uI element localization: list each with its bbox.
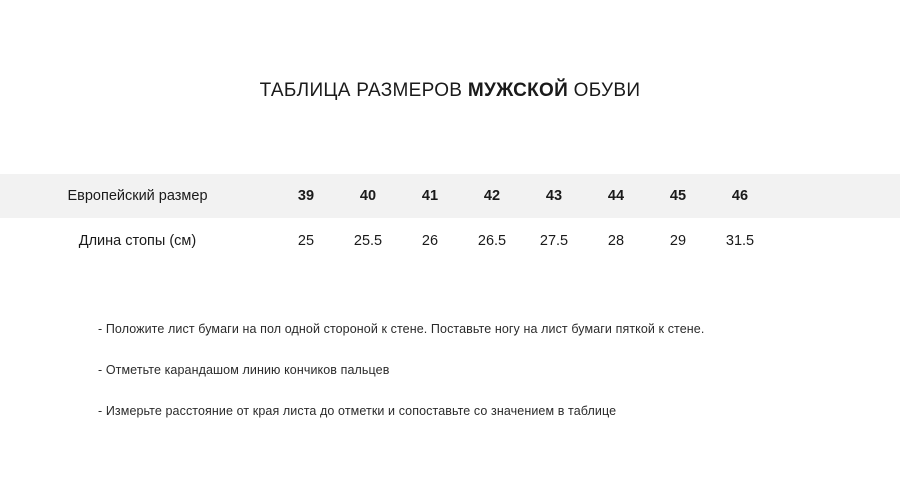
instructions-list: [98, 322, 838, 419]
title-part-strong: МУЖСКОЙ: [467, 80, 569, 101]
instruction-step-1: - Положите лист бумаги на пол одной стороной к стене. Поставьте ногу на лист бумаги пяткой к стене.: [98, 322, 705, 336]
table-row-foot-length: [0, 218, 900, 263]
title-part-after: ОБУВИ: [568, 80, 641, 101]
cell-size-46: 46: [731, 188, 749, 204]
row-end-spacer: [771, 174, 900, 218]
cell-size-39: 39: [297, 188, 315, 204]
cell-length-43: 27.5: [539, 232, 569, 249]
page-title: [0, 80, 900, 102]
cell-size-43: 43: [545, 188, 563, 204]
cell-length-45: 29: [669, 232, 687, 249]
cell-size-44: 44: [607, 188, 625, 204]
cell-length-42: 26.5: [477, 232, 507, 249]
cell-size-41: 41: [421, 188, 439, 204]
row-label-european-size: Европейский размер: [67, 188, 208, 204]
instruction-step-3: - Измерьте расстояние от края листа до отметки и сопоставьте со значением в таблице: [98, 404, 617, 418]
cell-length-40: 25.5: [353, 232, 383, 249]
cell-length-46: 31.5: [725, 232, 755, 249]
table-row-european-size: [0, 174, 900, 218]
cell-size-45: 45: [669, 188, 687, 204]
cell-length-41: 26: [421, 232, 439, 249]
title-part-before: ТАБЛИЦА РАЗМЕРОВ: [259, 80, 468, 101]
cell-length-44: 28: [607, 232, 625, 249]
cell-size-42: 42: [483, 188, 501, 204]
cell-length-39: 25: [297, 232, 315, 249]
size-table: [0, 174, 900, 263]
size-table-wrapper: [0, 174, 900, 263]
cell-size-40: 40: [359, 188, 377, 204]
row-label-foot-length: Длина стопы (см): [78, 232, 197, 249]
instruction-step-2: - Отметьте карандашом линию кончиков пальцев: [98, 363, 390, 377]
row-end-spacer: [771, 218, 900, 263]
